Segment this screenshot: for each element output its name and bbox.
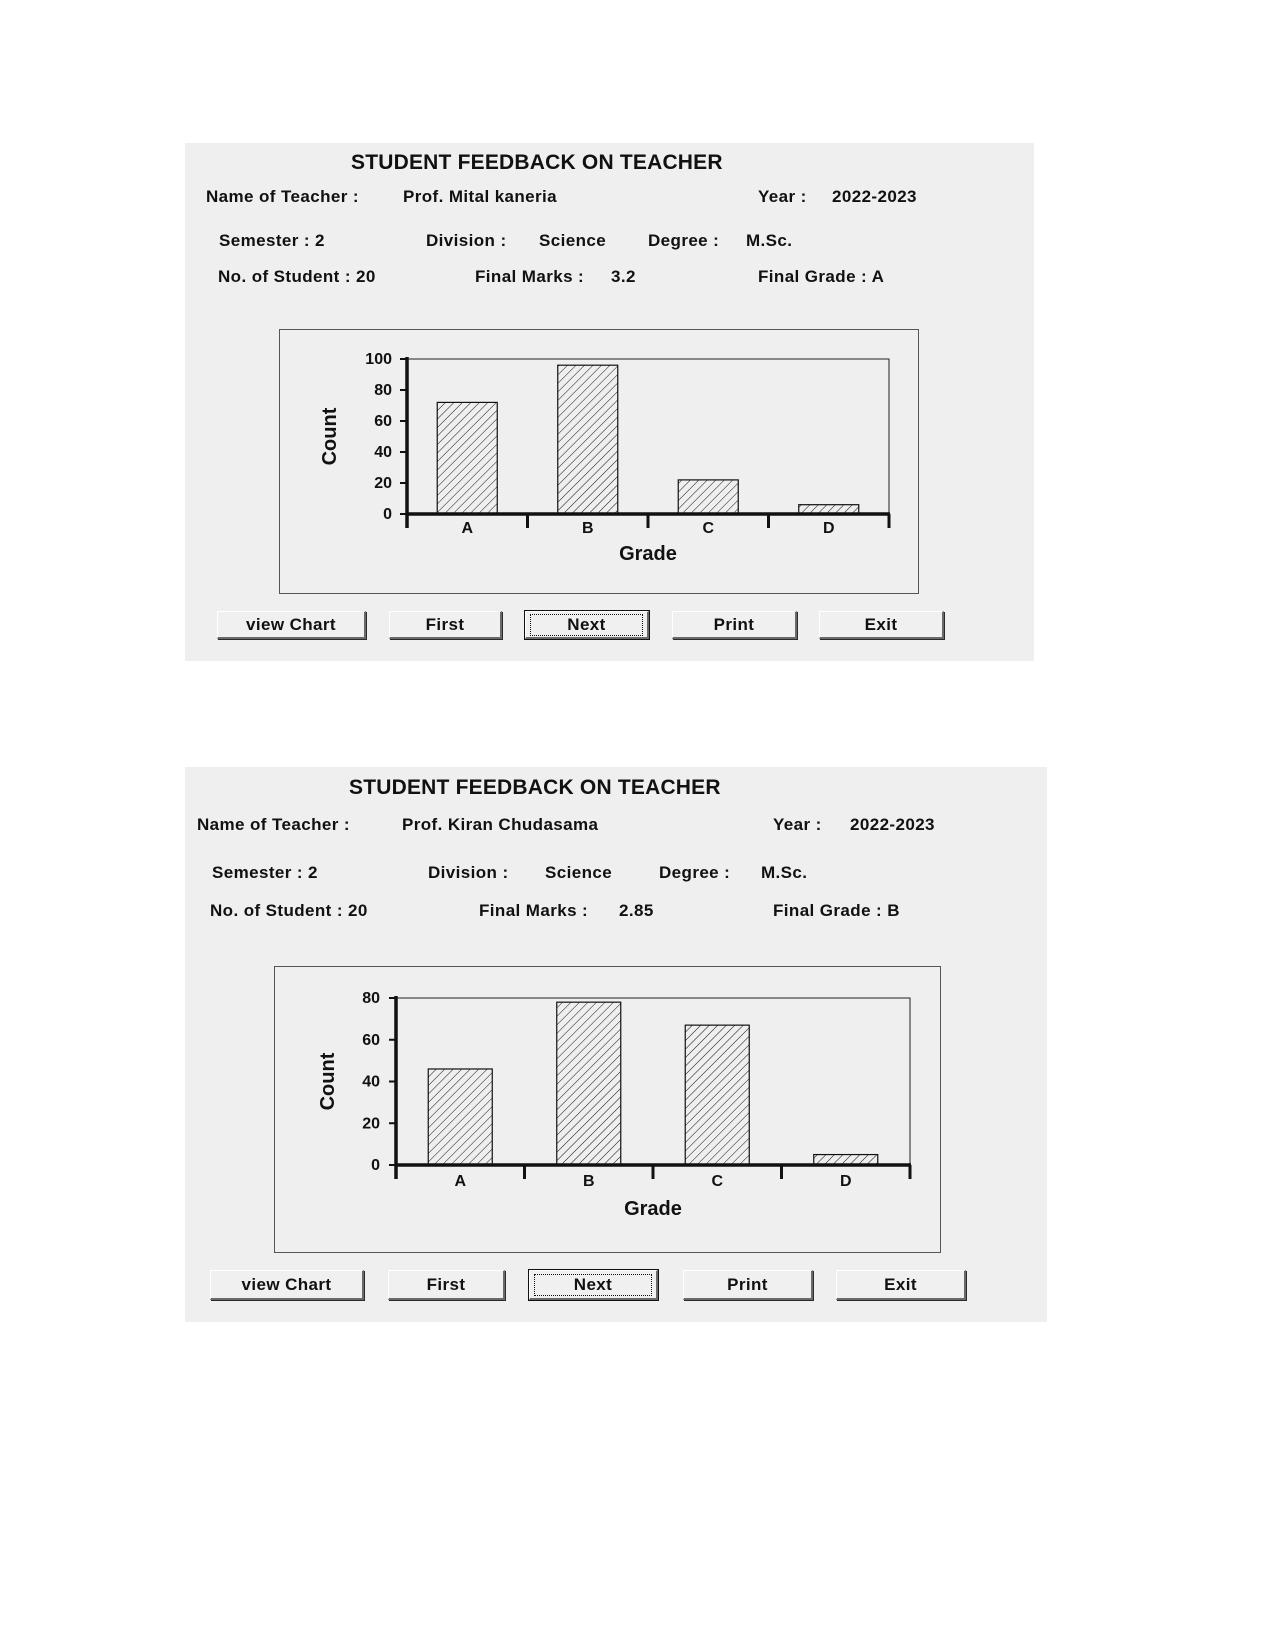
print-button[interactable] [683, 1270, 813, 1300]
y-tick-label: 20 [362, 1115, 380, 1133]
feedback-form-1 [185, 143, 1034, 661]
year-label: Year : [758, 187, 807, 206]
teacher-label: Name of Teacher : [206, 187, 359, 206]
year-value: 2022-2023 [832, 187, 917, 206]
print-label: Print [713, 614, 755, 634]
next-button[interactable] [525, 611, 649, 639]
final-marks-value: 3.2 [611, 267, 636, 286]
y-axis-title: Count [319, 407, 341, 466]
x-axis-title: Grade [624, 1198, 682, 1220]
year-label: Year : [773, 815, 822, 834]
x-tick-label: A [461, 520, 474, 537]
grade-chart [279, 329, 919, 594]
division-value: Science [545, 863, 613, 882]
grade-chart [274, 966, 941, 1253]
teacher-name: Prof. Kiran Chudasama [402, 815, 599, 834]
y-tick-label: 40 [374, 444, 392, 461]
first-button[interactable] [389, 611, 502, 639]
bar-A [437, 402, 497, 514]
degree-value: M.Sc. [761, 863, 808, 882]
y-tick-label: 0 [383, 506, 392, 523]
x-tick-label: A [454, 1173, 467, 1190]
degree-label: Degree : [659, 863, 731, 882]
first-label: First [426, 1274, 466, 1294]
student-count-text: No. of Student : 20 [210, 901, 368, 920]
feedback-form-2 [185, 767, 1047, 1322]
student-count-text: No. of Student : 20 [218, 267, 376, 286]
semester-text: Semester : 2 [212, 863, 318, 882]
exit-label: Exit [884, 1274, 917, 1294]
first-button[interactable] [388, 1270, 505, 1300]
exit-button[interactable] [819, 611, 944, 639]
view-chart-label: view Chart [246, 614, 336, 634]
next-label: Next [530, 614, 643, 636]
bar-B [557, 1002, 621, 1165]
first-label: First [425, 614, 465, 634]
bar-chart-svg [275, 967, 940, 1252]
y-tick-label: 80 [362, 990, 380, 1007]
y-tick-label: 0 [371, 1157, 380, 1174]
bar-C [678, 480, 738, 514]
division-label: Division : [426, 231, 507, 250]
form-title: STUDENT FEEDBACK ON TEACHER [351, 151, 723, 174]
x-tick-label: D [822, 520, 835, 537]
degree-label: Degree : [648, 231, 720, 250]
y-tick-label: 60 [362, 1031, 380, 1049]
semester-text: Semester : 2 [219, 231, 325, 250]
y-tick-label: 100 [365, 351, 392, 368]
x-tick-label: B [582, 1173, 595, 1190]
x-tick-label: C [702, 520, 715, 537]
x-tick-label: C [711, 1173, 724, 1190]
exit-label: Exit [864, 614, 898, 634]
degree-value: M.Sc. [746, 231, 793, 250]
division-value: Science [539, 231, 607, 250]
print-label: Print [727, 1274, 768, 1294]
bar-A [428, 1069, 492, 1165]
exit-button[interactable] [836, 1270, 966, 1300]
y-axis-title: Count [317, 1052, 339, 1111]
view-chart-label: view Chart [241, 1274, 332, 1294]
bar-C [685, 1025, 749, 1165]
final-grade-text: Final Grade : B [773, 901, 900, 920]
final-marks-value: 2.85 [619, 901, 654, 920]
x-tick-label: B [581, 520, 594, 537]
division-label: Division : [428, 863, 509, 882]
final-marks-label: Final Marks : [475, 267, 585, 286]
view-chart-button[interactable] [210, 1270, 364, 1300]
teacher-label: Name of Teacher : [197, 815, 350, 834]
bar-B [558, 365, 618, 514]
print-button[interactable] [672, 611, 797, 639]
form-title: STUDENT FEEDBACK ON TEACHER [349, 776, 721, 799]
y-tick-label: 80 [374, 382, 392, 399]
year-value: 2022-2023 [850, 815, 935, 834]
final-marks-label: Final Marks : [479, 901, 589, 920]
next-label: Next [534, 1274, 652, 1296]
view-chart-button[interactable] [217, 611, 366, 639]
y-tick-label: 40 [362, 1073, 380, 1091]
next-button[interactable] [529, 1270, 658, 1300]
bar-chart-svg [280, 330, 918, 593]
final-grade-text: Final Grade : A [758, 267, 885, 286]
x-tick-label: D [839, 1173, 852, 1190]
y-tick-label: 20 [374, 475, 392, 492]
teacher-name: Prof. Mital kaneria [403, 187, 558, 206]
x-axis-title: Grade [619, 543, 677, 565]
y-tick-label: 60 [374, 413, 392, 430]
